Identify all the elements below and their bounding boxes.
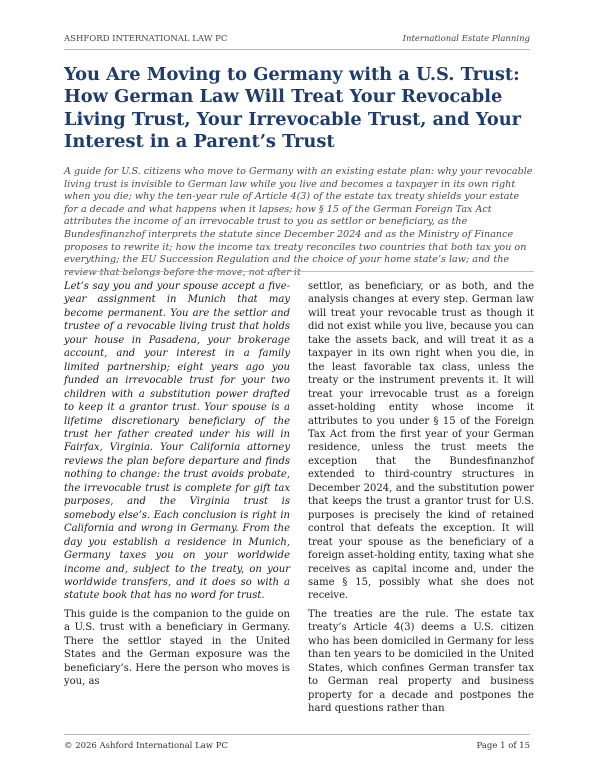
body-columns	[64, 280, 534, 721]
header-section-name: International Estate Planning	[402, 34, 530, 44]
footer-copyright: © 2026 Ashford International Law PC	[64, 741, 228, 751]
abstract-divider	[64, 271, 534, 272]
running-header	[64, 34, 530, 50]
running-footer	[64, 734, 530, 751]
article-abstract: A guide for U.S. citizens who move to Germany with an existing estate plan: why your revocable living trust is invisible to German law while you live and becomes a taxpayer in its own right when you die; why the ten-year rule of Article 4(3) of the estate tax treaty shields your estate for a decade and what happens when it lapses; how § 15 of the German Foreign Tax Act attributes the income of an irrevocable trust to you as settlor or beneficiary, as the Bundesfinanzhof interprets the statute since December 2024 and as the Ministry of Finance proposes to rewrite it; how the income tax treaty reconciles two countries that both tax you on everything; the EU Succession Regulation and the choice of your home state’s law; and the review that belongs before the move, not after it	[64, 166, 533, 278]
article-title: You Are Moving to Germany with a U.S. Trust: How German Law Will Treat Your Revocable Living Trust, Your Irrevocable Trust, and Your Interest in a Parent’s Trust	[64, 64, 522, 153]
body-paragraph: settlor, as beneficiary, or as both, and the analysis changes at every step. German law will treat your revocable trust as though it did not exist while you live, because you can take the assets back, and will treat it as a taxpayer in its own right when you die, in the least favorable tax class, unless the treaty or the instrument prevents it. It will treat your irrevocable trust as a foreign asset-holding entity whose income it attributes to you under § 15 of the Foreign Tax Act from the first year of your German residence, unless the trust meets the exception that the Bundesfinanzhof extended to third-country structures in December 2024, and the substitution power that keeps the trust a grantor trust for U.S. purposes is precisely the kind of retained control that defeats the exception. It will treat your spouse as the beneficiary of a foreign asset-holding entity, taxing what she receives as capital income and, under the same § 15, possibly what she does not receive.	[308, 281, 534, 602]
footer-page-number: Page 1 of 15	[476, 741, 530, 751]
body-paragraph: This guide is the companion to the guide on a U.S. trust with a beneficiary in Germany. There the settlor stayed in the United States and the German exposure was the beneficiary’s. Here the person who moves is you, as	[64, 608, 290, 688]
header-firm-name: ASHFORD INTERNATIONAL LAW PC	[64, 34, 228, 44]
body-paragraph: The treaties are the rule. The estate tax treaty’s Article 4(3) deems a U.S. citizen who has been domiciled in Germany for less than ten years to be domiciled in the United States, which confines German transfer tax to German real property and business property for a decade and postpones the hard questions rather than	[308, 608, 534, 715]
right-column	[308, 280, 534, 721]
left-column	[64, 280, 290, 721]
lead-paragraph: Let’s say you and your spouse accept a five-year assignment in Munich that may become permanent. You are the settlor and trustee of a revocable living trust that holds your house in Pasadena, your brokerage account, and your interest in a family limited partnership; eight years ago you funded an irrevocable trust for your two children with a substitution power drafted to keep it a grantor trust. Your spouse is a lifetime discretionary beneficiary of the trust her father created under his will in Fairfax, Virginia. Your California attorney reviews the plan before departure and finds nothing to change: the trust avoids probate, the irrevocable trust is complete for gift tax purposes, and the Virginia trust is somebody else’s. Each conclusion is right in California and wrong in Germany. From the day you establish a residence in Munich, Germany taxes you on your worldwide income and, subject to the treaty, on your worldwide transfers, and it does so with a statute book that has no word for trust.	[64, 281, 290, 602]
